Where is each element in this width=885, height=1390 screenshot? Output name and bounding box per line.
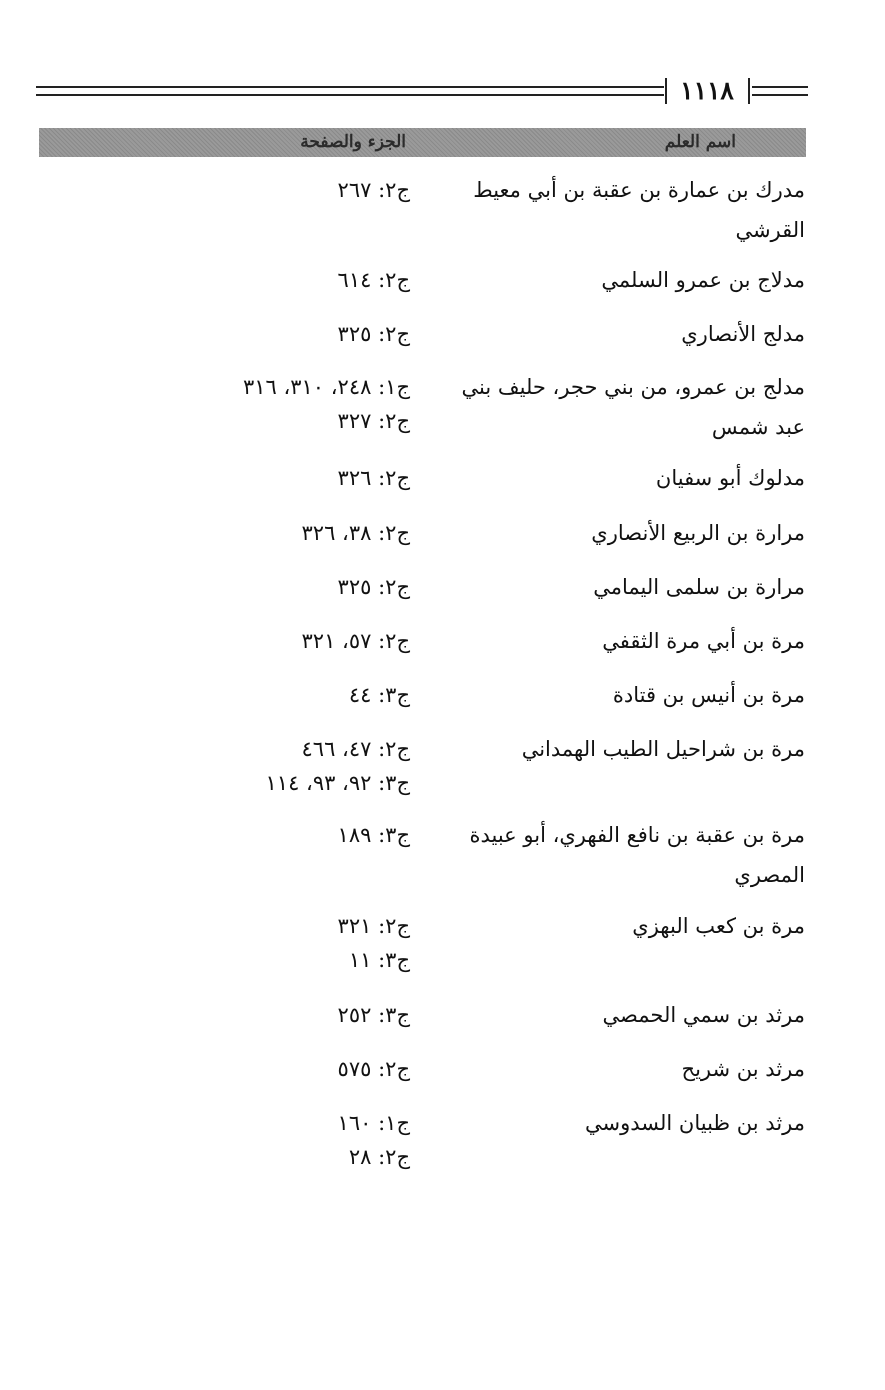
header-rule-left bbox=[36, 86, 664, 96]
entry-refs bbox=[266, 732, 410, 800]
entry-name bbox=[435, 170, 805, 250]
running-header bbox=[36, 78, 808, 104]
entry-name-line: مرثد بن شريح bbox=[681, 1057, 805, 1081]
entry-ref: ج٢: ٣٢١ bbox=[337, 914, 410, 938]
entry-name-line: مرثد بن سمي الحمصي bbox=[602, 1003, 805, 1027]
entry-ref: ج٢: ٢٦٧ bbox=[337, 178, 410, 202]
header-divider bbox=[665, 78, 667, 104]
entry-refs bbox=[338, 1106, 410, 1174]
entry-name bbox=[435, 458, 805, 498]
entry-name-line: مدلاج بن عمرو السلمي bbox=[601, 268, 805, 292]
entry-refs bbox=[338, 909, 410, 977]
entry-refs bbox=[338, 1052, 410, 1086]
column-header-ref: الجزء والصفحة bbox=[300, 132, 406, 152]
entry-refs bbox=[338, 570, 410, 604]
entry-name-line: مرة بن عقبة بن نافع الفهري، أبو عبيدة bbox=[469, 823, 805, 847]
entry-refs bbox=[338, 818, 410, 852]
entry-name-line: مرة بن شراحيل الطيب الهمداني bbox=[521, 737, 805, 761]
entry-name-line: مرثد بن ظبيان السدوسي bbox=[585, 1111, 805, 1135]
entry-name-line: مدلج بن عمرو، من بني حجر، حليف بني bbox=[461, 375, 805, 399]
entry-ref: ج٣: ٩٢، ٩٣، ١١٤ bbox=[265, 771, 410, 795]
entry-ref: ج١: ٢٤٨، ٣١٠، ٣١٦ bbox=[242, 375, 410, 399]
entry-ref: ج٣: ٢٥٢ bbox=[337, 1003, 410, 1027]
entry-name-line: مدلوك أبو سفيان bbox=[655, 466, 805, 490]
entry-ref: ج٢: ٤٧، ٤٦٦ bbox=[301, 737, 410, 761]
entry-name-line: مرة بن أنيس بن قتادة bbox=[612, 683, 805, 707]
entry-name-line: مدرك بن عمارة بن عقبة بن أبي معيط bbox=[473, 178, 805, 202]
entry-ref: ج٢: ٣٨، ٣٢٦ bbox=[301, 521, 410, 545]
entry-refs bbox=[349, 678, 410, 712]
entry-name-line: مرارة بن الربيع الأنصاري bbox=[591, 521, 805, 545]
entry-name bbox=[435, 513, 805, 553]
entry-refs bbox=[302, 516, 410, 550]
entry-name bbox=[435, 906, 805, 946]
entry-ref: ج٢: ٢٨ bbox=[348, 1145, 410, 1169]
header-rule-right bbox=[752, 86, 808, 96]
header-divider bbox=[748, 78, 750, 104]
entry-name bbox=[435, 1103, 805, 1143]
column-header-name: اسم العلم bbox=[664, 132, 736, 152]
entry-name bbox=[435, 729, 805, 769]
entry-ref: ج٣: ١١ bbox=[348, 948, 410, 972]
entry-refs bbox=[338, 317, 410, 351]
entry-refs bbox=[338, 173, 410, 207]
entry-name-continuation: المصري bbox=[734, 863, 805, 887]
entry-ref: ج٢: ٥٧، ٣٢١ bbox=[301, 629, 410, 653]
entry-name bbox=[435, 314, 805, 354]
entry-ref: ج٢: ٣٢٧ bbox=[337, 409, 410, 433]
entry-ref: ج٣: ١٨٩ bbox=[337, 823, 410, 847]
entry-ref: ج٢: ٥٧٥ bbox=[337, 1057, 410, 1081]
entry-ref: ج٣: ٤٤ bbox=[348, 683, 410, 707]
entry-name bbox=[435, 367, 805, 447]
entry-name bbox=[435, 1049, 805, 1089]
entry-name-line: مدلج الأنصاري bbox=[681, 322, 805, 346]
entry-ref: ج٢: ٣٢٦ bbox=[337, 466, 410, 490]
entry-refs bbox=[243, 370, 410, 438]
entry-ref: ج٢: ٣٢٥ bbox=[337, 322, 410, 346]
entry-name-line: مرة بن أبي مرة الثقفي bbox=[602, 629, 805, 653]
entry-refs bbox=[338, 263, 410, 297]
entry-name bbox=[435, 675, 805, 715]
entry-refs bbox=[338, 998, 410, 1032]
entry-name bbox=[435, 567, 805, 607]
entry-refs bbox=[338, 461, 410, 495]
entry-name-line: مرة بن كعب البهزي bbox=[632, 914, 805, 938]
entry-ref: ج١: ١٦٠ bbox=[337, 1111, 410, 1135]
entry-name bbox=[435, 995, 805, 1035]
entry-refs bbox=[302, 624, 410, 658]
entry-name bbox=[435, 260, 805, 300]
page-number: ١١١٨ bbox=[680, 76, 734, 105]
entry-ref: ج٢: ٦١٤ bbox=[337, 268, 410, 292]
entry-name-line: مرارة بن سلمى اليمامي bbox=[593, 575, 805, 599]
entry-name bbox=[435, 621, 805, 661]
entry-name bbox=[435, 815, 805, 895]
entry-name-continuation: عبد شمس bbox=[711, 415, 805, 439]
entry-ref: ج٢: ٣٢٥ bbox=[337, 575, 410, 599]
entry-name-continuation: القرشي bbox=[735, 218, 805, 242]
column-header-band bbox=[39, 128, 806, 157]
